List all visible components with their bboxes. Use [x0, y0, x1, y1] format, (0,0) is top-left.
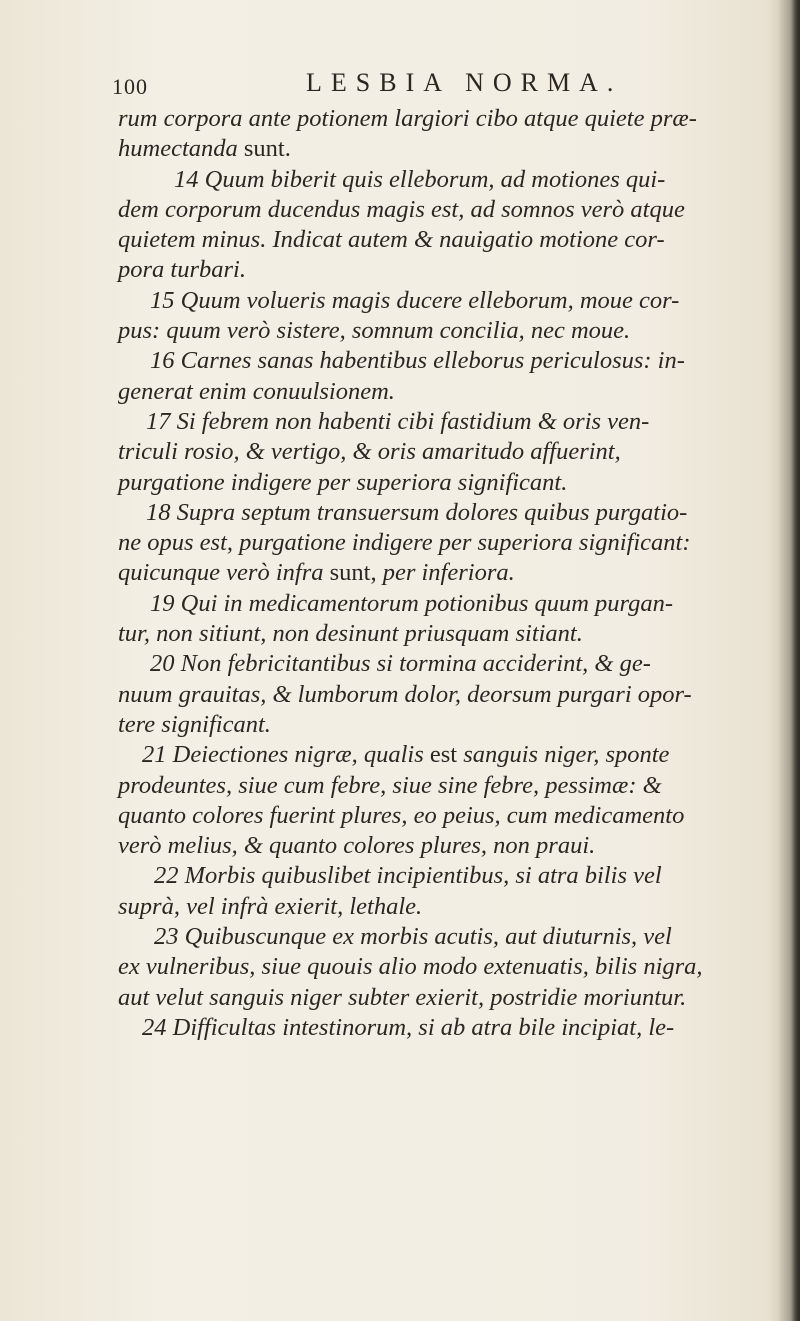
- text-line: [108, 225, 768, 255]
- text-line: [108, 1013, 768, 1043]
- text-line: [108, 710, 768, 740]
- text-segment: 22 Morbis quibuslibet incipientibus, si atra bilis vel: [154, 862, 662, 890]
- text-segment: dem corporum ducendus magis est, ad somnos verò atque: [118, 195, 685, 223]
- text-segment: rum corpora ante potionem largiori cibo atque quiete præ-: [118, 105, 697, 132]
- text-line: [108, 134, 768, 164]
- text-segment: verò melius, & quanto colores plures, non praui.: [118, 832, 596, 860]
- text-segment: sanguis niger, sponte: [457, 741, 670, 769]
- text-line: [108, 346, 768, 376]
- text-segment: 20 Non febricitantibus si tormina acciderint, & ge-: [150, 650, 651, 678]
- page-gutter-shadow: [778, 0, 800, 1321]
- text-segment: purgatione indigere per superiora significant.: [118, 468, 568, 496]
- text-segment: ex vulneribus, siue quouis alio modo extenuatis, bilis nigra,: [118, 953, 703, 981]
- text-segment: sunt,: [329, 559, 377, 587]
- running-head: [112, 68, 732, 102]
- text-segment: 18 Supra septum transuersum dolores quibus purgatio-: [146, 498, 688, 526]
- text-line: [108, 558, 768, 588]
- text-segment: tur, non sitiunt, non desinunt priusquam sitiant.: [118, 620, 583, 648]
- text-line: [108, 861, 768, 891]
- text-segment: sunt.: [243, 135, 291, 163]
- text-segment: 24 Difficultas intestinorum, si ab atra bile incipiat, le-: [142, 1013, 675, 1041]
- text-segment: est: [429, 741, 458, 769]
- text-segment: 17 Si febrem non habenti cibi fastidium & oris ven-: [146, 407, 650, 435]
- text-segment: prodeuntes, siue cum febre, siue sine febre, pessimæ: &: [118, 771, 662, 799]
- page-number: 100: [112, 74, 148, 99]
- text-line: [108, 165, 768, 195]
- text-line: [108, 589, 768, 619]
- text-line: [108, 195, 768, 225]
- text-segment: pus: quum verò sistere, somnum concilia, nec moue.: [118, 317, 631, 345]
- text-line: [108, 377, 768, 407]
- text-segment: aut velut sanguis niger subter exierit, postridie moriuntur.: [118, 983, 687, 1011]
- text-segment: nuum grauitas, & lumborum dolor, deorsum purgari opor-: [118, 680, 692, 708]
- text-line: [108, 983, 768, 1013]
- text-line: [108, 740, 768, 770]
- text-segment: quanto colores fuerint plures, eo peius, cum medicamento: [118, 801, 685, 829]
- text-line: [108, 831, 768, 861]
- text-line: [108, 528, 768, 558]
- text-segment: generat enim conuulsionem.: [118, 377, 395, 405]
- text-line: [108, 468, 768, 498]
- text-line: [108, 922, 768, 952]
- text-line: [108, 771, 768, 801]
- text-segment: ne opus est, purgatione indigere per superiora significant:: [118, 529, 691, 557]
- text-segment: 15 Quum volueris magis ducere elleborum, moue cor-: [150, 286, 680, 314]
- text-segment: suprà, vel infrà exierit, lethale.: [118, 892, 423, 920]
- text-segment: pora turbari.: [118, 256, 246, 284]
- text-line: [108, 952, 768, 982]
- text-line: [108, 498, 768, 528]
- text-line: [108, 437, 768, 467]
- text-line: [108, 649, 768, 679]
- text-segment: humectanda: [118, 135, 244, 163]
- text-segment: 16 Carnes sanas habentibus elleborus periculosus: in-: [150, 347, 685, 375]
- text-line: [108, 619, 768, 649]
- text-segment: 14 Quum biberit quis elleborum, ad motiones qui-: [174, 165, 666, 193]
- text-line: [108, 255, 768, 285]
- text-segment: per inferiora.: [376, 559, 515, 587]
- text-segment: tere significant.: [118, 710, 271, 738]
- text-segment: quietem minus. Indicat autem & nauigatio motione cor-: [118, 226, 665, 254]
- text-segment: quicunque verò infra: [118, 559, 330, 587]
- text-line: [108, 316, 768, 346]
- body-text: [108, 104, 768, 1043]
- text-line: [108, 286, 768, 316]
- text-segment: 19 Qui in medicamentorum potionibus quum purgan-: [150, 589, 674, 617]
- running-title: LESBIA NORMA.: [306, 68, 623, 97]
- text-line: [108, 407, 768, 437]
- text-line: [108, 104, 768, 134]
- text-segment: 23 Quibuscunque ex morbis acutis, aut diuturnis, vel: [154, 923, 672, 951]
- text-segment: triculi rosio, & vertigo, & oris amaritudo affuerint,: [118, 438, 621, 466]
- text-line: [108, 680, 768, 710]
- text-line: [108, 801, 768, 831]
- text-segment: 21 Deiectiones nigræ, qualis: [142, 741, 430, 769]
- text-line: [108, 892, 768, 922]
